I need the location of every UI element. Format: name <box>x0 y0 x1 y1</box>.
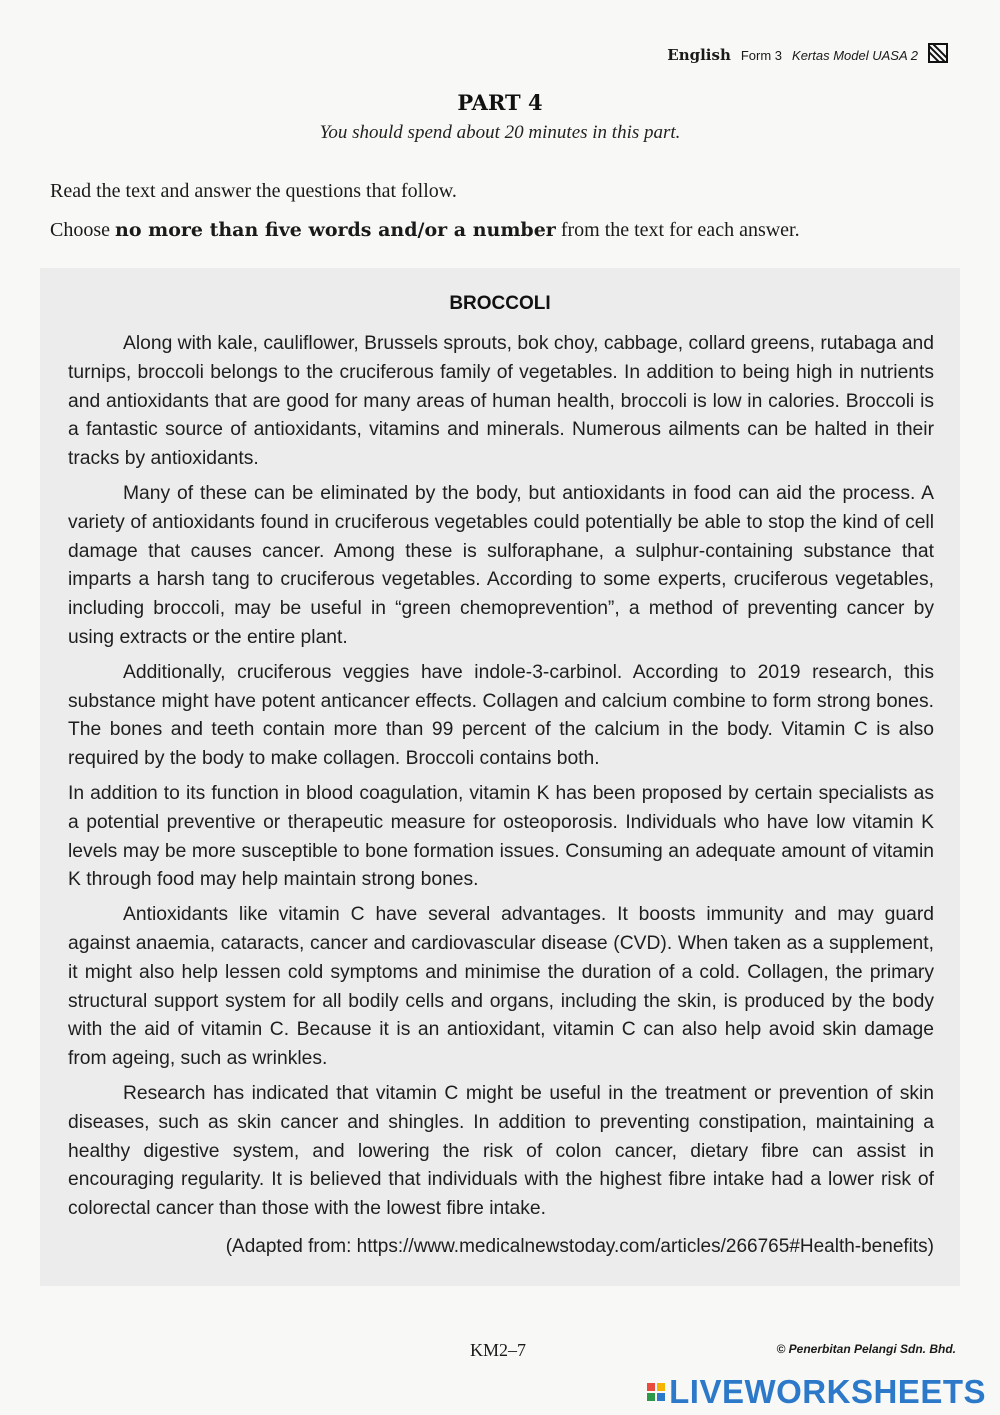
article-paragraph: In addition to its function in blood coagulation, vitamin K has been proposed by certain specialists as a potential preventive or therapeutic measure for osteoporosis. Individuals who have low vitamin K levels may be more susceptible to bone formation issues. Consuming an adequate amount of vitamin K through food may help maintain strong bones. <box>68 782 934 891</box>
article-source: (Adapted from: https://www.medicalnewstoday.com/articles/266765#Health-benefits) <box>225 1236 934 1257</box>
instruction-pre: Choose <box>50 219 110 241</box>
article-paragraph: Antioxidants like vitamin C have several advantages. It boosts immunity and may guard against anaemia, cataracts, cancer and cardiovascular disease (CVD). When taken as a supplement, it might also help lessen cold symptoms and minimise the duration of a cold. Collagen, the primary structural support system for all bodily cells and organs, including the skin, is produced by the body with the aid of vitamin C. Because it is an antioxidant, vitamin C can also help avoid skin damage from ageing, such as wrinkles. <box>68 904 934 1070</box>
header-subject: English <box>667 46 731 64</box>
article-title: BROCCOLI <box>449 293 551 314</box>
instruction-emphasis: no more than five words and/or a number <box>115 219 556 241</box>
copyright-notice: © Penerbitan Pelangi Sdn. Bhd. <box>776 1342 956 1356</box>
page-number: KM2–7 <box>470 1340 527 1360</box>
page-header <box>667 40 948 64</box>
instruction-line-2 <box>50 219 950 242</box>
liveworksheets-watermark <box>647 1373 986 1411</box>
article-paragraph: Along with kale, cauliflower, Brussels sprouts, bok choy, cabbage, collard greens, rutabaga and turnips, broccoli belongs to the cruciferous family of vegetables. In addition to being high in nutrients and antioxidants that are good for many areas of human health, broccoli is low in calories. Broccoli is a fantastic source of antioxidants, vitamins and minerals. Numerous ailments can be halted in their tracks by antioxidants. <box>68 333 934 470</box>
book-logo-icon <box>928 43 948 63</box>
article-body <box>68 330 934 1230</box>
watermark-text: LIVEWORKSHEETS <box>669 1373 986 1410</box>
instruction-line-1: Read the text and answer the questions that follow. <box>50 180 457 202</box>
header-form: Form 3 <box>740 48 783 63</box>
article-paragraph: Additionally, cruciferous veggies have indole-3-carbinol. According to 2019 research, this substance might have potent anticancer effects. Collagen and calcium combine to form strong bones. The bones and teeth contain more than 99 percent of the calcium in the body. Vitamin C is also required by the body to make collagen. Broccoli contains both. <box>68 661 934 770</box>
part-title: PART 4 <box>457 90 543 115</box>
liveworksheets-logo-icon <box>647 1383 665 1401</box>
article-paragraph: Research has indicated that vitamin C might be useful in the treatment or prevention of skin diseases, such as skin cancer and shingles. In addition to preventing constipation, maintaining a healthy digestive system, and lowering the risk of colon cancer, dietary fibre can assist in encouraging regularity. It is believed that individuals with the highest fibre intake had a lower risk of colorectal cancer than those with the lowest fibre intake. <box>68 1082 934 1220</box>
header-paper: Kertas Model UASA 2 <box>792 48 918 63</box>
part-subtitle: You should spend about 20 minutes in this part. <box>319 122 681 143</box>
instruction-post: from the text for each answer. <box>560 219 800 241</box>
article-paragraph: Many of these can be eliminated by the body, but antioxidants in food can aid the process. A variety of antioxidants found in cruciferous vegetables could potentially be able to stop the kind of cell damage that causes cancer. Among these is sulforaphane, a sulphur-containing substance that imparts a harsh tang to cruciferous vegetables. According to some experts, cruciferous vegetables, including broccoli, may be useful in “green chemoprevention”, a method of preventing cancer by using extracts or the entire plant. <box>68 482 934 648</box>
